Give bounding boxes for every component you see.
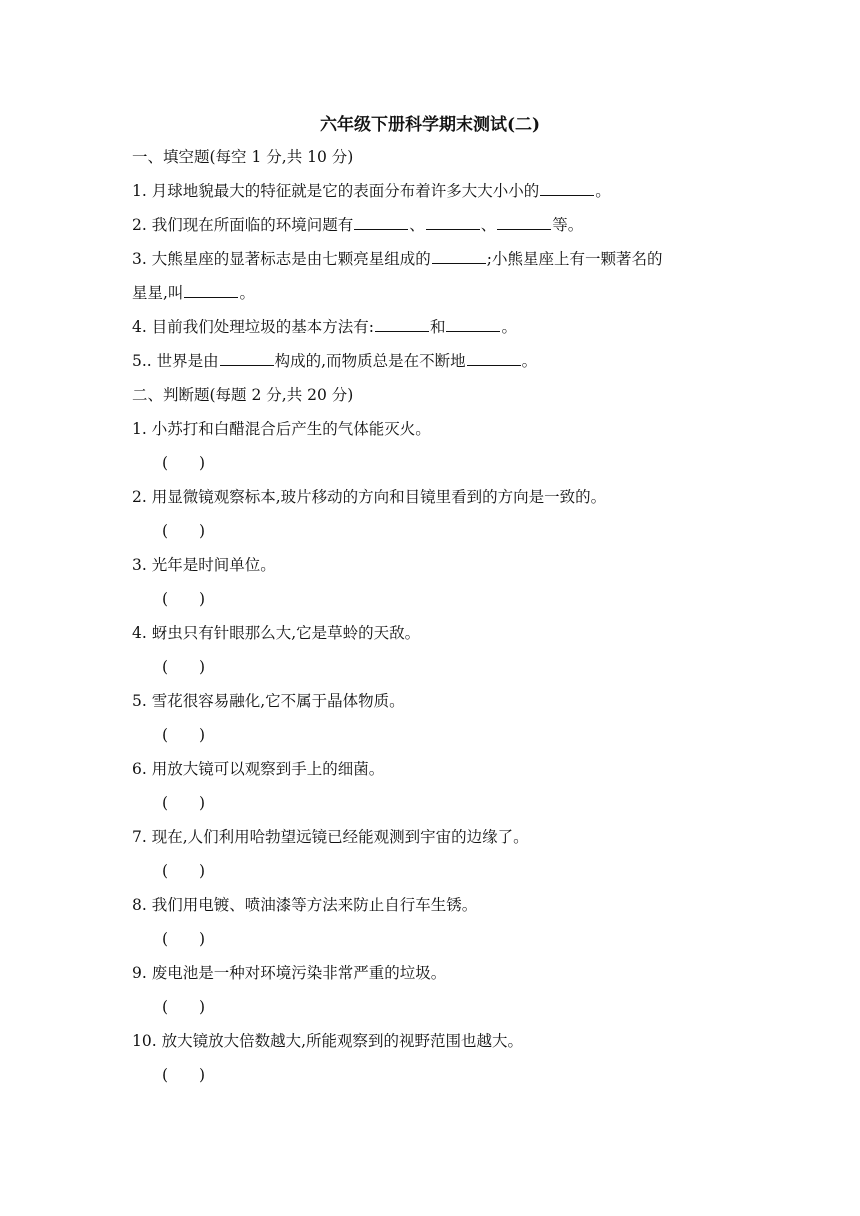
answer-blank[interactable] (497, 216, 551, 230)
fill-question-1: 1. 月球地貌最大的特征就是它的表面分布着许多大大小小的 。 (132, 182, 611, 200)
answer-parentheses[interactable]: ( ) (162, 930, 206, 948)
answer-parentheses[interactable]: ( ) (162, 726, 206, 744)
answer-parentheses[interactable]: ( ) (162, 590, 206, 608)
answer-parentheses[interactable]: ( ) (162, 1066, 206, 1084)
judge-question: 4. 蚜虫只有针眼那么大,它是草蛉的天敌。 (132, 624, 421, 642)
answer-blank[interactable] (446, 318, 500, 332)
answer-parentheses[interactable]: ( ) (162, 522, 206, 540)
page-title: 六年级下册科学期末测试(二) (319, 115, 541, 135)
judge-question: 3. 光年是时间单位。 (132, 556, 276, 574)
judge-question: 6. 用放大镜可以观察到手上的细菌。 (132, 760, 385, 778)
section2-heading: 二、判断题(每题 2 分,共 20 分) (132, 386, 354, 404)
judge-question: 7. 现在,人们利用哈勃望远镜已经能观测到宇宙的边缘了。 (132, 828, 529, 846)
answer-parentheses[interactable]: ( ) (162, 998, 206, 1016)
answer-parentheses[interactable]: ( ) (162, 454, 206, 472)
judge-question: 1. 小苏打和白醋混合后产生的气体能灭火。 (132, 420, 431, 438)
answer-blank[interactable] (467, 352, 521, 366)
answer-blank[interactable] (354, 216, 408, 230)
judge-question: 5. 雪花很容易融化,它不属于晶体物质。 (132, 692, 405, 710)
fill-question-2: 2. 我们现在所面临的环境问题有 、 、 等。 (132, 216, 584, 234)
judge-question: 8. 我们用电镀、喷油漆等方法来防止自行车生锈。 (132, 896, 478, 914)
answer-blank[interactable] (426, 216, 480, 230)
answer-blank[interactable] (432, 250, 486, 264)
fill-question-4: 4. 目前我们处理垃圾的基本方法有: 和 。 (132, 318, 517, 336)
answer-parentheses[interactable]: ( ) (162, 794, 206, 812)
judge-question: 2. 用显微镜观察标本,玻片移动的方向和目镜里看到的方向是一致的。 (132, 488, 607, 506)
section1-heading: 一、填空题(每空 1 分,共 10 分) (132, 148, 354, 166)
answer-blank[interactable] (184, 284, 238, 298)
judge-question: 9. 废电池是一种对环境污染非常严重的垃圾。 (132, 964, 447, 982)
answer-blank[interactable] (220, 352, 274, 366)
fill-question-5: 5.. 世界是由 构成的,而物质总是在不断地 。 (132, 352, 538, 370)
fill-question-3: 3. 大熊星座的显著标志是由七颗亮星组成的 ;小熊星座上有一颗著名的 (132, 250, 663, 268)
judge-question: 10. 放大镜放大倍数越大,所能观察到的视野范围也越大。 (132, 1032, 524, 1050)
fill-question-3-continued: 星星,叫 。 (132, 284, 255, 302)
answer-parentheses[interactable]: ( ) (162, 658, 206, 676)
exam-content (132, 140, 732, 1092)
answer-blank[interactable] (540, 182, 594, 196)
answer-parentheses[interactable]: ( ) (162, 862, 206, 880)
answer-blank[interactable] (375, 318, 429, 332)
